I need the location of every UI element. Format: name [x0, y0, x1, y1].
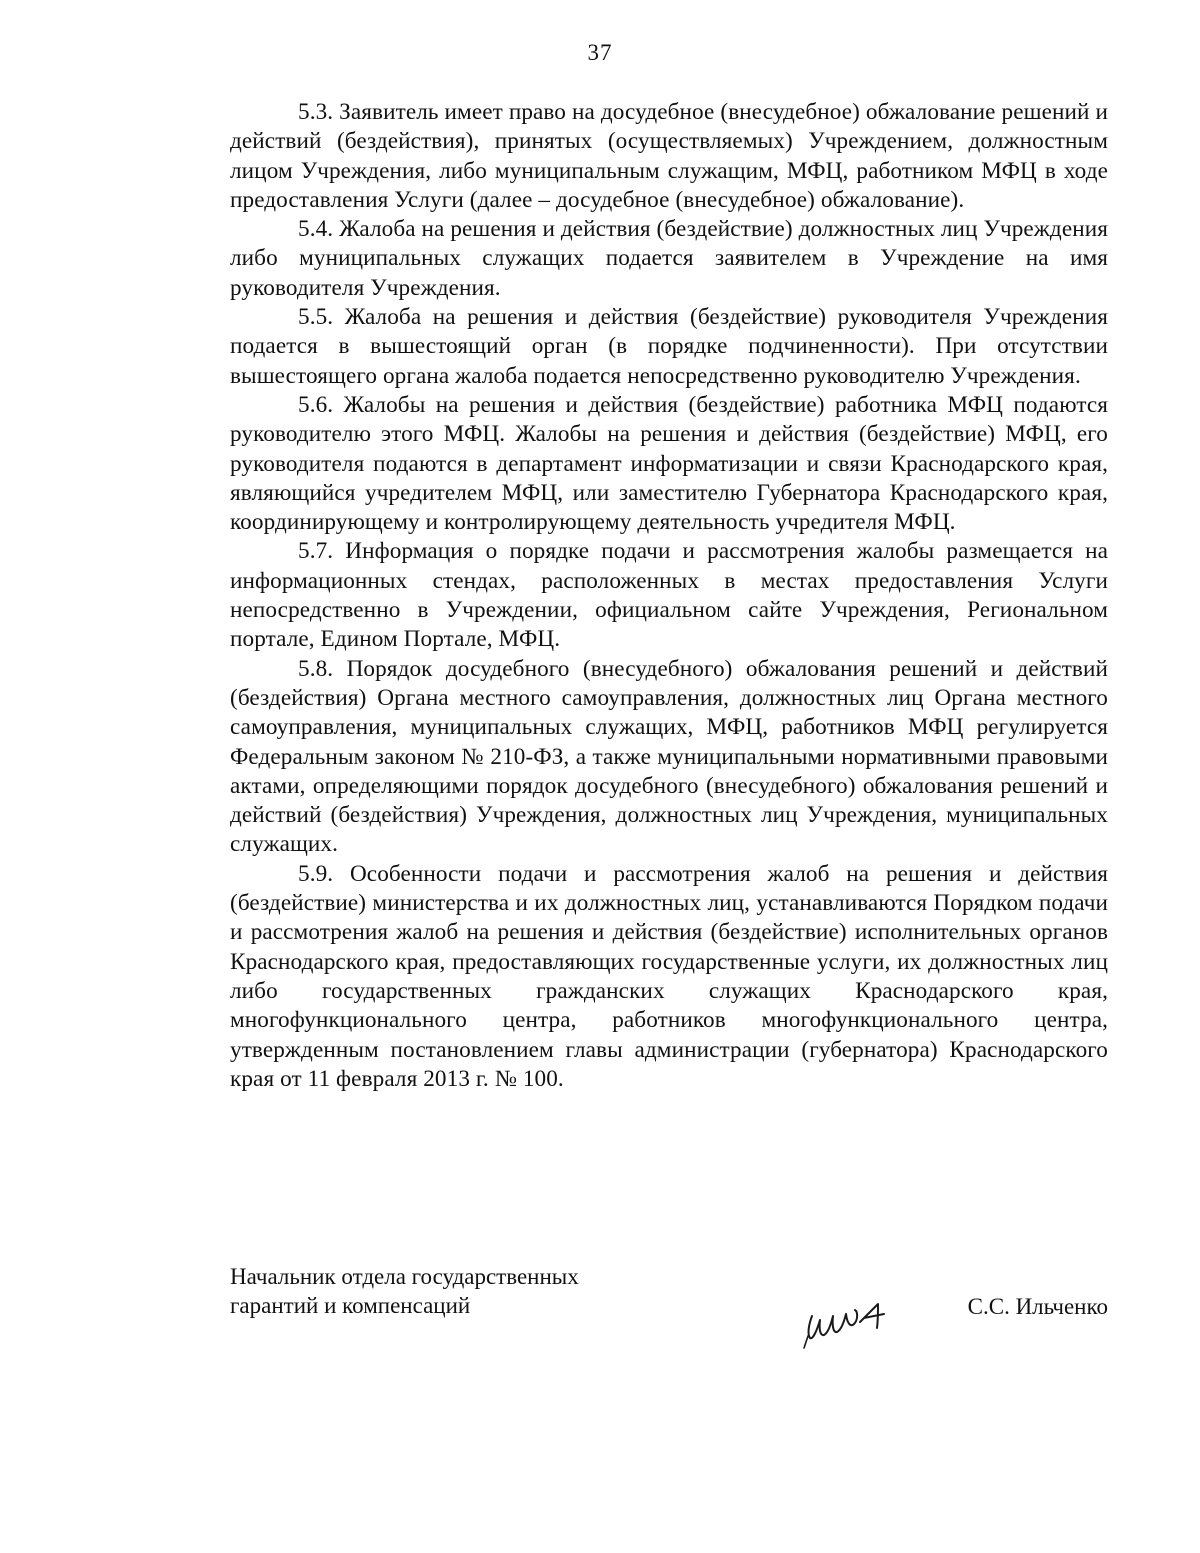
paragraph-5-8: 5.8. Порядок досудебного (внесудебного) обжалования решений и действий (бездействия) Органа местного самоуправления, должностных лиц Органа местного самоуправления, муниципальных служащих, МФЦ, работников МФЦ регулируется Федеральным законом № 210-ФЗ, а также муниципальными нормативными правовыми актами, определяющими порядок досудебного (внесудебного) обжалования решений и действий (бездействия) Учреждения, должностных лиц Учреждения, муниципальных служащих. — [230, 655, 1108, 858]
signature-block — [230, 1262, 1108, 1352]
signer-name: С.С. Ильченко — [967, 1294, 1108, 1319]
paragraph-5-6: 5.6. Жалобы на решения и действия (бездействие) работника МФЦ подаются руководителю этого МФЦ. Жалобы на решения и действия (бездействие) МФЦ, его руководителя подаются в департамент информатизации и связи Краснодарского края, являющийся учредителем МФЦ, или заместителю Губернатора Краснодарского края, координирующему и контролирующему деятельность учредителя МФЦ. — [230, 391, 1108, 536]
paragraph-5-5: 5.5. Жалоба на решения и действия (бездействие) руководителя Учреждения подается в вышестоящий орган (в порядке подчиненности). При отсутствии вышестоящего органа жалоба подается непосредственно руководителю Учреждения. — [230, 304, 1108, 389]
document-body — [230, 98, 1108, 1094]
paragraph-5-9: 5.9. Особенности подачи и рассмотрения жалоб на решения и действия (бездействие) министерства и их должностных лиц, устанавливаются Порядком подачи и рассмотрения жалоб на решения и действия (бездействие) исполнительных органов Краснодарского края, предоставляющих государственные услуги, их должностных лиц либо государственных гражданских служащих Краснодарского края, многофункционального центра, работников многофункционального центра, утвержденным постановлением главы администрации (губернатора) Краснодарского края от 11 февраля 2013 г. № 100. — [230, 860, 1108, 1092]
handwritten-signature-icon — [798, 1282, 908, 1350]
paragraph-5-7: 5.7. Информация о порядке подачи и рассмотрения жалобы размещается на информационных стендах, расположенных в местах предоставления Услуги непосредственно в Учреждении, официальном сайте Учреждения, Региональном портале, Едином Портале, МФЦ. — [230, 538, 1108, 653]
paragraph-5-4: 5.4. Жалоба на решения и действия (бездействие) должностных лиц Учреждения либо муниципальных служащих подается заявителем в Учреждение на имя руководителя Учреждения. — [230, 216, 1108, 301]
signer-position-line-1: Начальник отдела государственных — [230, 1264, 579, 1289]
signer-position-line-2: гарантий и компенсаций — [230, 1293, 471, 1318]
page-number: 37 — [587, 40, 613, 65]
signer-position — [230, 1262, 579, 1320]
paragraph-5-3: 5.3. Заявитель имеет право на досудебное (внесудебное) обжалование решений и действий (бездействия), принятых (осуществляемых) Учреждением, должностным лицом Учреждения, либо муниципальным служащим, МФЦ, работником МФЦ в ходе предоставления Услуги (далее – досудебное (внесудебное) обжалование). — [230, 99, 1108, 213]
